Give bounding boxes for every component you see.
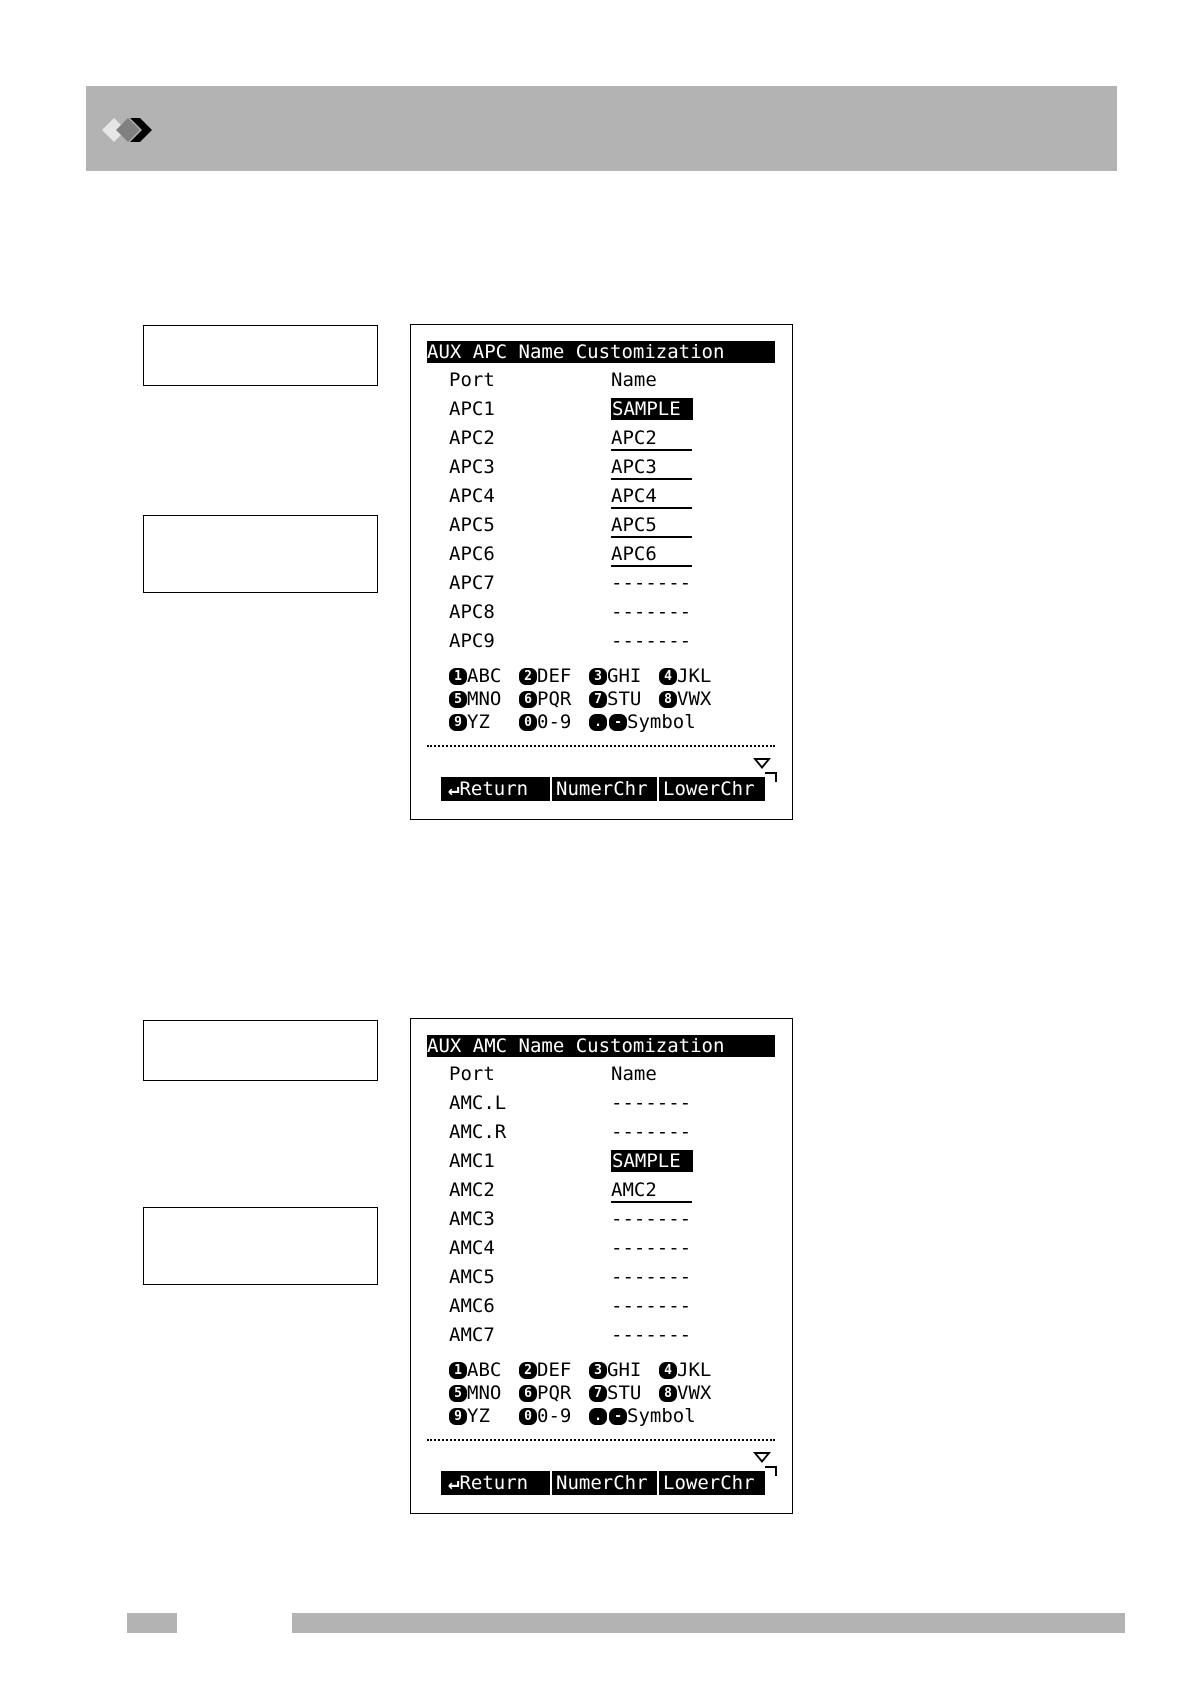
port-label: AMC4 <box>449 1237 495 1259</box>
key-hint <box>589 1382 641 1405</box>
name-field[interactable]: ------- <box>611 1324 692 1346</box>
name-field[interactable]: ------- <box>611 1295 692 1317</box>
numeric-key-icon: 8 <box>659 691 677 708</box>
name-column-header: Name <box>611 369 657 391</box>
port-label: APC1 <box>449 398 495 420</box>
scroll-down-icon[interactable] <box>753 758 771 769</box>
name-field[interactable]: ------- <box>611 1208 692 1230</box>
port-label: APC7 <box>449 572 495 594</box>
key-hint <box>519 1359 571 1382</box>
footer-bar <box>292 1613 1125 1633</box>
name-field[interactable]: ------- <box>611 572 692 594</box>
numeric-key-icon: 6 <box>519 1385 537 1402</box>
return-softkey[interactable]: ↵Return <box>444 777 550 801</box>
key-hint <box>519 688 571 711</box>
key-hint-label: YZ <box>467 711 490 733</box>
key-hint-label: 0-9 <box>537 711 572 733</box>
numeric-key-icon: 4 <box>659 1362 677 1379</box>
key-hint-label: MNO <box>467 1382 502 1404</box>
numeric-key-icon: 7 <box>589 1385 607 1402</box>
port-label: APC9 <box>449 630 495 652</box>
name-column-header: Name <box>611 1063 657 1085</box>
key-hint-label: STU <box>607 688 642 710</box>
key-hint-label: JKL <box>677 1359 712 1381</box>
period-key-icon: . <box>589 714 607 731</box>
key-hint <box>659 688 711 711</box>
key-hint-label: JKL <box>677 665 712 687</box>
name-field[interactable]: ------- <box>611 630 692 652</box>
key-hint <box>589 1359 641 1382</box>
port-label: AMC7 <box>449 1324 495 1346</box>
screen-title: AUX APC Name Customization <box>427 341 775 363</box>
key-hint-label: VWX <box>677 688 712 710</box>
name-field[interactable]: ------- <box>611 1237 692 1259</box>
name-field[interactable]: APC6 <box>611 543 692 567</box>
key-hint <box>449 711 490 734</box>
key-hint-label: ABC <box>467 665 502 687</box>
numeric-key-icon: 1 <box>449 668 467 685</box>
name-field[interactable]: SAMPLE <box>611 1150 693 1172</box>
key-hint-label: 0-9 <box>537 1405 572 1427</box>
port-label: AMC2 <box>449 1179 495 1201</box>
divider <box>427 1439 775 1441</box>
header-bar <box>86 86 1117 171</box>
divider <box>427 745 775 747</box>
name-field[interactable]: ------- <box>611 1121 692 1143</box>
name-field[interactable]: APC4 <box>611 485 692 509</box>
lowerchr-softkey[interactable]: LowerChr <box>659 1471 765 1495</box>
softkey-bar <box>441 777 767 801</box>
key-hint-label: DEF <box>537 1359 572 1381</box>
numeric-key-icon: 8 <box>659 1385 677 1402</box>
key-hint-label: Symbol <box>627 711 696 733</box>
return-arrow-icon: ↵ <box>448 1472 460 1494</box>
return-arrow-icon: ↵ <box>448 778 460 800</box>
page-number-tab <box>127 1613 177 1633</box>
port-label: APC5 <box>449 514 495 536</box>
numeric-key-icon: 3 <box>589 1362 607 1379</box>
key-hint-label: PQR <box>537 1382 572 1404</box>
port-label: AMC1 <box>449 1150 495 1172</box>
lcd-screen <box>410 324 793 820</box>
port-label: AMC.L <box>449 1092 507 1114</box>
key-hint-label: STU <box>607 1382 642 1404</box>
name-field[interactable]: ------- <box>611 601 692 623</box>
numerchr-softkey[interactable]: NumerChr <box>552 1471 657 1495</box>
port-column-header: Port <box>449 1063 495 1085</box>
port-label: APC4 <box>449 485 495 507</box>
name-field[interactable]: APC2 <box>611 427 692 451</box>
key-hint-label: DEF <box>537 665 572 687</box>
name-field[interactable]: ------- <box>611 1266 692 1288</box>
step-box <box>143 1020 378 1081</box>
numeric-key-icon: 9 <box>449 1408 467 1425</box>
numerchr-softkey[interactable]: NumerChr <box>552 777 657 801</box>
numeric-key-icon: 1 <box>449 1362 467 1379</box>
key-hint-label: MNO <box>467 688 502 710</box>
name-field[interactable]: APC5 <box>611 514 692 538</box>
port-label: AMC3 <box>449 1208 495 1230</box>
numeric-key-icon: 2 <box>519 668 537 685</box>
port-label: APC2 <box>449 427 495 449</box>
key-hint <box>659 1382 711 1405</box>
key-hint <box>589 665 641 688</box>
name-field[interactable]: ------- <box>611 1092 692 1114</box>
name-field[interactable]: AMC2 <box>611 1179 692 1203</box>
step-box <box>143 515 378 593</box>
key-hint <box>519 711 571 734</box>
key-hint <box>589 688 641 711</box>
key-hint <box>519 665 571 688</box>
numeric-key-icon: 6 <box>519 691 537 708</box>
numeric-key-icon: 5 <box>449 1385 467 1402</box>
port-label: AMC6 <box>449 1295 495 1317</box>
key-hint-label: PQR <box>537 688 572 710</box>
return-softkey[interactable]: ↵Return <box>444 1471 550 1495</box>
numeric-key-icon: 3 <box>589 668 607 685</box>
numeric-key-icon: 0 <box>519 1408 537 1425</box>
lowerchr-softkey[interactable]: LowerChr <box>659 777 765 801</box>
numeric-key-icon: 2 <box>519 1362 537 1379</box>
softkey-bar <box>441 1471 767 1495</box>
numeric-key-icon: 5 <box>449 691 467 708</box>
key-hint <box>449 1382 501 1405</box>
key-hint <box>589 711 696 734</box>
key-hint-label: Symbol <box>627 1405 696 1427</box>
key-hint <box>449 1359 501 1382</box>
name-field[interactable]: APC3 <box>611 456 692 480</box>
scroll-down-icon[interactable] <box>753 1452 771 1463</box>
minus-key-icon: - <box>609 1408 627 1425</box>
key-hint <box>449 688 501 711</box>
key-hint <box>519 1405 571 1428</box>
numeric-key-icon: 7 <box>589 691 607 708</box>
step-box <box>143 1207 378 1285</box>
minus-key-icon: - <box>609 714 627 731</box>
key-hint-label: ABC <box>467 1359 502 1381</box>
screen-title: AUX AMC Name Customization <box>427 1035 775 1057</box>
port-column-header: Port <box>449 369 495 391</box>
port-label: AMC.R <box>449 1121 507 1143</box>
numeric-key-icon: 9 <box>449 714 467 731</box>
key-hint <box>589 1405 696 1428</box>
port-label: AMC5 <box>449 1266 495 1288</box>
key-hint <box>659 665 711 688</box>
key-hint-label: GHI <box>607 665 642 687</box>
numeric-key-icon: 0 <box>519 714 537 731</box>
key-hint <box>449 1405 490 1428</box>
step-box <box>143 325 378 386</box>
lcd-screen <box>410 1018 793 1514</box>
key-hint <box>449 665 501 688</box>
chevron-diamond-icon <box>102 114 162 146</box>
period-key-icon: . <box>589 1408 607 1425</box>
key-hint-label: VWX <box>677 1382 712 1404</box>
key-hint-label: YZ <box>467 1405 490 1427</box>
port-label: APC8 <box>449 601 495 623</box>
key-hint <box>519 1382 571 1405</box>
key-hint <box>659 1359 711 1382</box>
key-hint-label: GHI <box>607 1359 642 1381</box>
name-field[interactable]: SAMPLE <box>611 398 693 420</box>
numeric-key-icon: 4 <box>659 668 677 685</box>
port-label: APC3 <box>449 456 495 478</box>
port-label: APC6 <box>449 543 495 565</box>
